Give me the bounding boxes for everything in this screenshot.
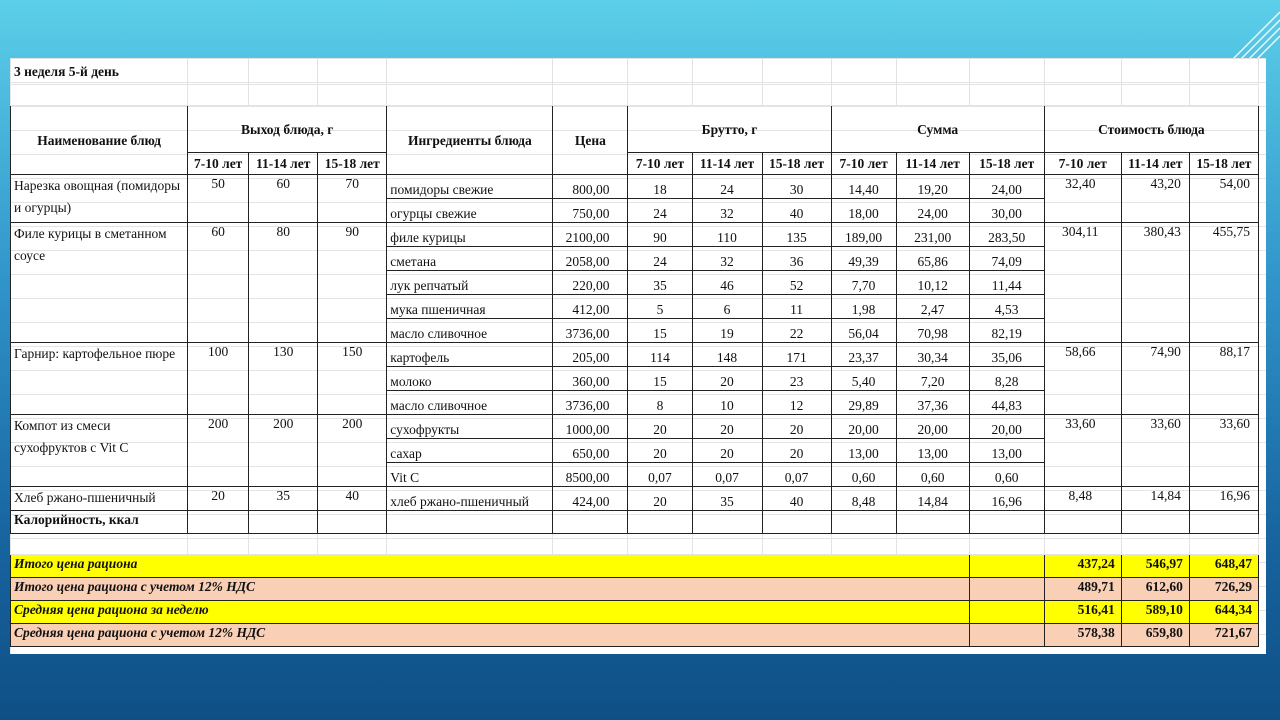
dish-yield: 80 (249, 223, 318, 343)
ingredient-sum: 0,60 (831, 463, 896, 487)
ingredient-brutto: 22 (762, 319, 831, 343)
sheet-title: 3 неделя 5-й день (11, 59, 188, 85)
empty-cell (553, 59, 628, 85)
ingredient-price: 750,00 (553, 199, 628, 223)
empty-cell (11, 534, 188, 555)
empty-cell (969, 534, 1044, 555)
empty-cell (692, 534, 762, 555)
dish-cost: 88,17 (1189, 343, 1258, 415)
ingredient-brutto: 32 (692, 247, 762, 271)
summary-value: 726,29 (1189, 578, 1258, 601)
ingredient-price: 424,00 (553, 487, 628, 511)
spreadsheet (10, 58, 1266, 654)
ingredient-brutto: 35 (692, 487, 762, 511)
ingredient-price: 360,00 (553, 367, 628, 391)
ingredient-brutto: 46 (692, 271, 762, 295)
summary-value: 589,10 (1121, 601, 1189, 624)
empty-cell (969, 601, 1044, 624)
empty-cell (628, 85, 692, 106)
ingredient-sum: 44,83 (969, 391, 1044, 415)
header-sum: Сумма (831, 106, 1044, 153)
empty-cell (1189, 85, 1258, 106)
empty-cell (249, 59, 318, 85)
header-age: 7-10 лет (188, 153, 249, 175)
empty-cell (318, 534, 387, 555)
ingredient-brutto: 20 (762, 439, 831, 463)
ingredient-name: молоко (387, 367, 553, 391)
dish-yield: 100 (188, 343, 249, 415)
ingredient-brutto: 20 (628, 487, 692, 511)
empty-cell (1121, 59, 1189, 85)
ingredient-brutto: 20 (628, 415, 692, 439)
ingredient-brutto: 11 (762, 295, 831, 319)
header-age: 11-14 лет (692, 153, 762, 175)
ingredient-sum: 13,00 (831, 439, 896, 463)
dish-cost: 33,60 (1121, 415, 1189, 487)
ingredient-price: 3736,00 (553, 391, 628, 415)
ingredient-price: 800,00 (553, 175, 628, 199)
ingredient-price: 2058,00 (553, 247, 628, 271)
dish-cost: 32,40 (1044, 175, 1121, 223)
header-dish: Наименование блюд (11, 106, 188, 175)
header-age: 7-10 лет (831, 153, 896, 175)
ingredient-sum: 2,47 (896, 295, 969, 319)
ingredient-name: картофель (387, 343, 553, 367)
summary-value: 516,41 (1044, 601, 1121, 624)
dish-cost: 74,90 (1121, 343, 1189, 415)
ingredient-price: 2100,00 (553, 223, 628, 247)
ingredient-brutto: 171 (762, 343, 831, 367)
ingredient-brutto: 30 (762, 175, 831, 199)
summary-value: 489,71 (1044, 578, 1121, 601)
empty-cell (628, 511, 692, 534)
empty-cell (318, 59, 387, 85)
dish-cost: 8,48 (1044, 487, 1121, 511)
summary-value: 578,38 (1044, 624, 1121, 647)
ingredient-name: сметана (387, 247, 553, 271)
header-cost: Стоимость блюда (1044, 106, 1258, 153)
ingredient-name: масло сливочное (387, 391, 553, 415)
header-age: 15-18 лет (1189, 153, 1258, 175)
empty-cell (896, 534, 969, 555)
dish-yield: 200 (318, 415, 387, 487)
dish-cost: 455,75 (1189, 223, 1258, 343)
summary-label: Итого цена рациона с учетом 12% НДС (11, 578, 970, 601)
header-age: 7-10 лет (628, 153, 692, 175)
dish-name: Хлеб ржано-пшеничный (11, 487, 188, 511)
ingredient-name: помидоры свежие (387, 175, 553, 199)
ingredient-brutto: 20 (692, 439, 762, 463)
ingredient-sum: 56,04 (831, 319, 896, 343)
empty-cell (692, 511, 762, 534)
ingredient-brutto: 15 (628, 367, 692, 391)
empty-cell (896, 85, 969, 106)
ingredient-brutto: 90 (628, 223, 692, 247)
empty-cell (249, 534, 318, 555)
header-age: 11-14 лет (896, 153, 969, 175)
dish-yield: 35 (249, 487, 318, 511)
dish-cost: 33,60 (1044, 415, 1121, 487)
header-age: 15-18 лет (762, 153, 831, 175)
summary-value: 612,60 (1121, 578, 1189, 601)
empty-cell (387, 534, 553, 555)
summary-label: Средняя цена рациона с учетом 12% НДС (11, 624, 970, 647)
ingredient-brutto: 5 (628, 295, 692, 319)
menu-cost-table (10, 58, 1259, 647)
dish-cost: 43,20 (1121, 175, 1189, 223)
summary-value: 721,67 (1189, 624, 1258, 647)
ingredient-sum: 74,09 (969, 247, 1044, 271)
empty-cell (553, 511, 628, 534)
ingredient-sum: 14,40 (831, 175, 896, 199)
empty-cell (1044, 59, 1121, 85)
empty-cell (318, 511, 387, 534)
empty-cell (553, 85, 628, 106)
empty-cell (387, 59, 553, 85)
table-body (11, 59, 1259, 647)
ingredient-sum: 8,28 (969, 367, 1044, 391)
header-ingredients: Ингредиенты блюда (387, 106, 553, 175)
ingredient-brutto: 110 (692, 223, 762, 247)
empty-cell (969, 578, 1044, 601)
empty-cell (831, 85, 896, 106)
header-age: 15-18 лет (969, 153, 1044, 175)
empty-cell (1121, 85, 1189, 106)
ingredient-name: филе курицы (387, 223, 553, 247)
ingredient-sum: 30,00 (969, 199, 1044, 223)
dish-yield: 90 (318, 223, 387, 343)
empty-cell (762, 59, 831, 85)
ingredient-sum: 16,96 (969, 487, 1044, 511)
empty-cell (188, 511, 249, 534)
summary-value: 648,47 (1189, 555, 1258, 578)
dish-yield: 40 (318, 487, 387, 511)
dish-name: Компот из смеси сухофруктов с Vit C (11, 415, 188, 487)
ingredient-sum: 35,06 (969, 343, 1044, 367)
ingredient-price: 8500,00 (553, 463, 628, 487)
ingredient-brutto: 35 (628, 271, 692, 295)
empty-cell (628, 534, 692, 555)
calories-label: Калорийность, ккал (11, 511, 188, 534)
ingredient-sum: 231,00 (896, 223, 969, 247)
ingredient-brutto: 20 (628, 439, 692, 463)
ingredient-price: 220,00 (553, 271, 628, 295)
empty-cell (318, 85, 387, 106)
empty-cell (896, 59, 969, 85)
ingredient-sum: 13,00 (896, 439, 969, 463)
empty-cell (249, 511, 318, 534)
ingredient-sum: 7,70 (831, 271, 896, 295)
ingredient-brutto: 24 (628, 199, 692, 223)
empty-cell (831, 534, 896, 555)
ingredient-sum: 20,00 (969, 415, 1044, 439)
ingredient-brutto: 0,07 (762, 463, 831, 487)
ingredient-sum: 20,00 (831, 415, 896, 439)
empty-cell (1044, 85, 1121, 106)
ingredient-sum: 189,00 (831, 223, 896, 247)
dish-yield: 200 (249, 415, 318, 487)
summary-value: 659,80 (1121, 624, 1189, 647)
ingredient-name: мука пшеничная (387, 295, 553, 319)
empty-cell (1044, 534, 1121, 555)
ingredient-brutto: 18 (628, 175, 692, 199)
ingredient-sum: 0,60 (969, 463, 1044, 487)
ingredient-brutto: 20 (762, 415, 831, 439)
dish-name: Нарезка овощная (помидоры и огурцы) (11, 175, 188, 223)
empty-cell (1189, 511, 1258, 534)
ingredient-sum: 49,39 (831, 247, 896, 271)
ingredient-name: Vit C (387, 463, 553, 487)
empty-cell (969, 555, 1044, 578)
empty-cell (387, 85, 553, 106)
ingredient-sum: 24,00 (896, 199, 969, 223)
dish-yield: 70 (318, 175, 387, 223)
header-yield: Выход блюда, г (188, 106, 387, 153)
dish-yield: 130 (249, 343, 318, 415)
header-age: 7-10 лет (1044, 153, 1121, 175)
dish-yield: 60 (188, 223, 249, 343)
empty-cell (1044, 511, 1121, 534)
dish-yield: 20 (188, 487, 249, 511)
dish-cost: 58,66 (1044, 343, 1121, 415)
ingredient-sum: 0,60 (896, 463, 969, 487)
ingredient-sum: 65,86 (896, 247, 969, 271)
summary-label: Итого цена рациона (11, 555, 970, 578)
empty-cell (553, 534, 628, 555)
ingredient-brutto: 12 (762, 391, 831, 415)
ingredient-name: лук репчатый (387, 271, 553, 295)
dish-name: Филе курицы в сметанном соусе (11, 223, 188, 343)
ingredient-brutto: 114 (628, 343, 692, 367)
ingredient-brutto: 0,07 (628, 463, 692, 487)
summary-value: 644,34 (1189, 601, 1258, 624)
ingredient-sum: 1,98 (831, 295, 896, 319)
ingredient-sum: 24,00 (969, 175, 1044, 199)
ingredient-brutto: 148 (692, 343, 762, 367)
ingredient-sum: 7,20 (896, 367, 969, 391)
header-brutto: Брутто, г (628, 106, 831, 153)
ingredient-sum: 30,34 (896, 343, 969, 367)
dish-cost: 33,60 (1189, 415, 1258, 487)
ingredient-sum: 8,48 (831, 487, 896, 511)
empty-cell (387, 511, 553, 534)
empty-cell (831, 511, 896, 534)
dish-yield: 200 (188, 415, 249, 487)
ingredient-sum: 19,20 (896, 175, 969, 199)
empty-cell (1189, 59, 1258, 85)
ingredient-name: хлеб ржано-пшеничный (387, 487, 553, 511)
dish-name: Гарнир: картофельное пюре (11, 343, 188, 415)
empty-cell (896, 511, 969, 534)
ingredient-brutto: 20 (692, 415, 762, 439)
empty-cell (249, 85, 318, 106)
ingredient-brutto: 19 (692, 319, 762, 343)
ingredient-sum: 23,37 (831, 343, 896, 367)
ingredient-price: 3736,00 (553, 319, 628, 343)
summary-value: 437,24 (1044, 555, 1121, 578)
dish-yield: 60 (249, 175, 318, 223)
empty-cell (762, 511, 831, 534)
header-age: 11-14 лет (249, 153, 318, 175)
ingredient-sum: 20,00 (896, 415, 969, 439)
ingredient-price: 1000,00 (553, 415, 628, 439)
empty-cell (762, 534, 831, 555)
ingredient-sum: 5,40 (831, 367, 896, 391)
empty-cell (969, 85, 1044, 106)
ingredient-brutto: 40 (762, 487, 831, 511)
ingredient-sum: 283,50 (969, 223, 1044, 247)
ingredient-price: 650,00 (553, 439, 628, 463)
summary-label: Средняя цена рациона за неделю (11, 601, 970, 624)
ingredient-brutto: 36 (762, 247, 831, 271)
ingredient-sum: 10,12 (896, 271, 969, 295)
empty-cell (188, 59, 249, 85)
ingredient-sum: 18,00 (831, 199, 896, 223)
ingredient-brutto: 23 (762, 367, 831, 391)
empty-cell (188, 534, 249, 555)
header-age: 15-18 лет (318, 153, 387, 175)
empty-cell (1121, 511, 1189, 534)
ingredient-sum: 14,84 (896, 487, 969, 511)
dish-cost: 16,96 (1189, 487, 1258, 511)
empty-cell (188, 85, 249, 106)
empty-cell (1121, 534, 1189, 555)
ingredient-brutto: 40 (762, 199, 831, 223)
ingredient-sum: 13,00 (969, 439, 1044, 463)
empty-cell (11, 85, 188, 106)
dish-yield: 50 (188, 175, 249, 223)
ingredient-brutto: 24 (628, 247, 692, 271)
dish-cost: 380,43 (1121, 223, 1189, 343)
dish-cost: 54,00 (1189, 175, 1258, 223)
empty-cell (969, 624, 1044, 647)
empty-cell (692, 85, 762, 106)
header-price: Цена (553, 106, 628, 175)
ingredient-brutto: 32 (692, 199, 762, 223)
ingredient-brutto: 20 (692, 367, 762, 391)
ingredient-brutto: 24 (692, 175, 762, 199)
ingredient-sum: 70,98 (896, 319, 969, 343)
ingredient-brutto: 8 (628, 391, 692, 415)
dish-cost: 304,11 (1044, 223, 1121, 343)
dish-yield: 150 (318, 343, 387, 415)
ingredient-sum: 4,53 (969, 295, 1044, 319)
ingredient-brutto: 6 (692, 295, 762, 319)
ingredient-price: 412,00 (553, 295, 628, 319)
empty-cell (628, 59, 692, 85)
ingredient-sum: 29,89 (831, 391, 896, 415)
header-age: 11-14 лет (1121, 153, 1189, 175)
ingredient-brutto: 0,07 (692, 463, 762, 487)
empty-cell (831, 59, 896, 85)
ingredient-sum: 82,19 (969, 319, 1044, 343)
ingredient-brutto: 135 (762, 223, 831, 247)
ingredient-name: сахар (387, 439, 553, 463)
empty-cell (1189, 534, 1258, 555)
ingredient-name: сухофрукты (387, 415, 553, 439)
ingredient-sum: 37,36 (896, 391, 969, 415)
ingredient-name: огурцы свежие (387, 199, 553, 223)
empty-cell (762, 85, 831, 106)
ingredient-price: 205,00 (553, 343, 628, 367)
ingredient-name: масло сливочное (387, 319, 553, 343)
ingredient-sum: 11,44 (969, 271, 1044, 295)
summary-value: 546,97 (1121, 555, 1189, 578)
corner-stripes-decoration (1200, 0, 1280, 60)
ingredient-brutto: 15 (628, 319, 692, 343)
empty-cell (969, 511, 1044, 534)
empty-cell (692, 59, 762, 85)
ingredient-brutto: 52 (762, 271, 831, 295)
ingredient-brutto: 10 (692, 391, 762, 415)
dish-cost: 14,84 (1121, 487, 1189, 511)
empty-cell (969, 59, 1044, 85)
